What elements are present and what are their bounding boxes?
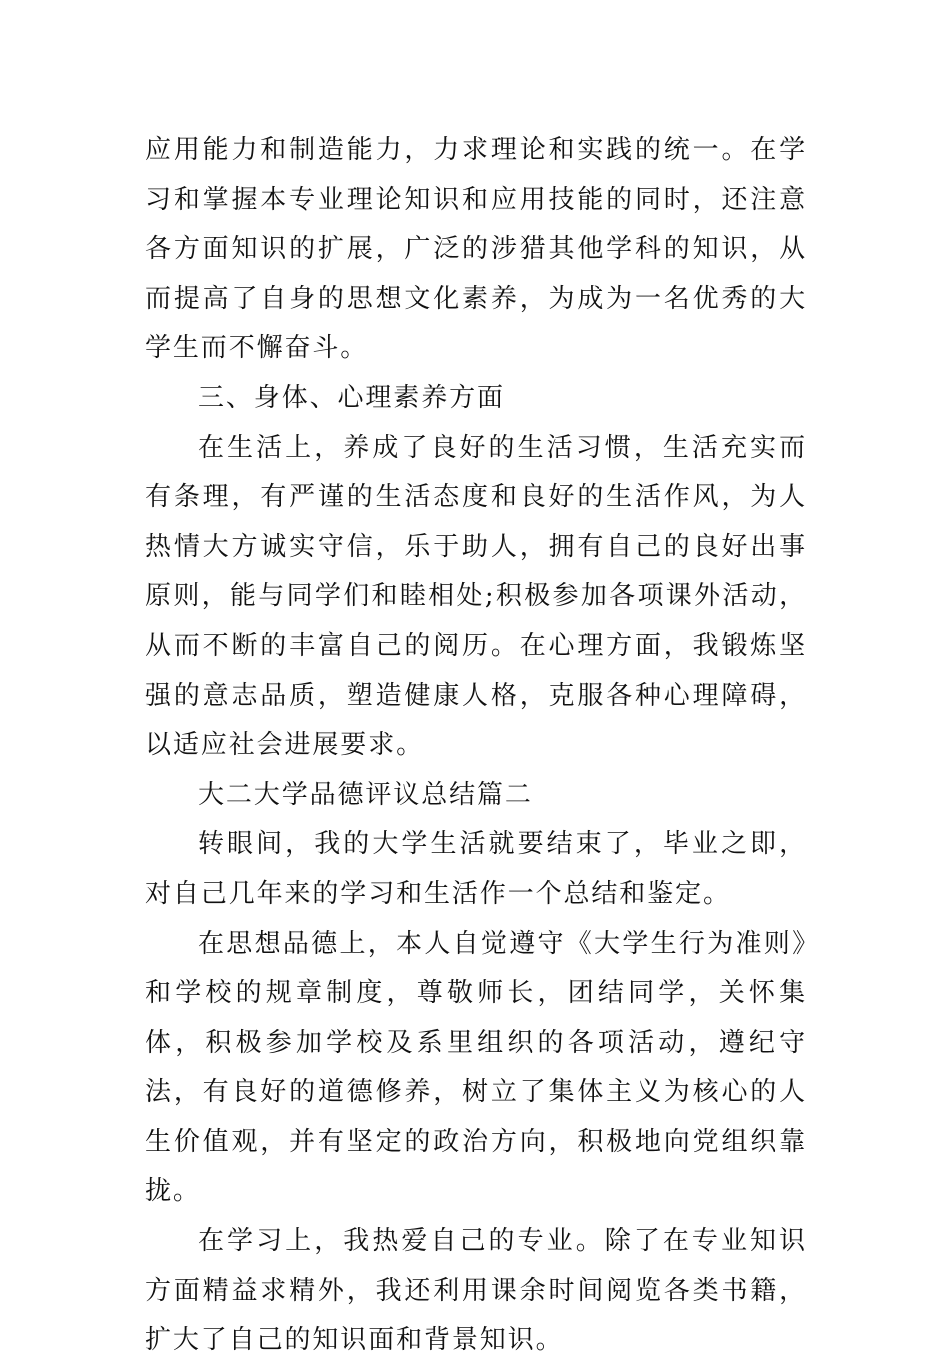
paragraph-life: 在生活上，养成了良好的生活习惯，生活充实而有条理，有严谨的生活态度和良好的生活作风，为人热情大方诚实守信，乐于助人，拥有自己的良好出事原则，能与同学们和睦相处;积极参加各项课外活动，从而不断的丰富自己的阅历。在心理方面，我锻炼坚强的意志品质，塑造健康人格，克服各种心理障碍，以适应社会进展要求。: [145, 432, 807, 761]
section-heading-part-two: 大二大学品德评议总结篇二: [198, 779, 533, 810]
paragraph-study: 在学习上，我热爱自己的专业。除了在专业知识方面精益求精外，我还利用课余时间阅览各类书籍，扩大了自己的知识面和背景知识。: [145, 1226, 807, 1356]
paragraph-intro: 转眼间，我的大学生活就要结束了，毕业之即，对自己几年来的学习和生活作一个总结和鉴定。: [145, 829, 807, 909]
paragraph-morality: 在思想品德上，本人自觉遵守《大学生行为准则》和学校的规章制度，尊敬师长，团结同学，关怀集体，积极参加学校及系里组织的各项活动，遵纪守法，有良好的道德修养，树立了集体主义为核心的人生价值观，并有坚定的政治方向，积极地向党组织靠拢。: [145, 928, 807, 1207]
paragraph-continuation: 应用能力和制造能力，力求理论和实践的统一。在学习和掌握本专业理论知识和应用技能的同时，还注意各方面知识的扩展，广泛的涉猎其他学科的知识，从而提高了自身的思想文化素养，为成为一名优秀的大学生而不懈奋斗。: [145, 135, 807, 364]
section-heading-body-mind: 三、身体、心理素养方面: [198, 382, 505, 413]
document-body: [145, 126, 807, 1366]
